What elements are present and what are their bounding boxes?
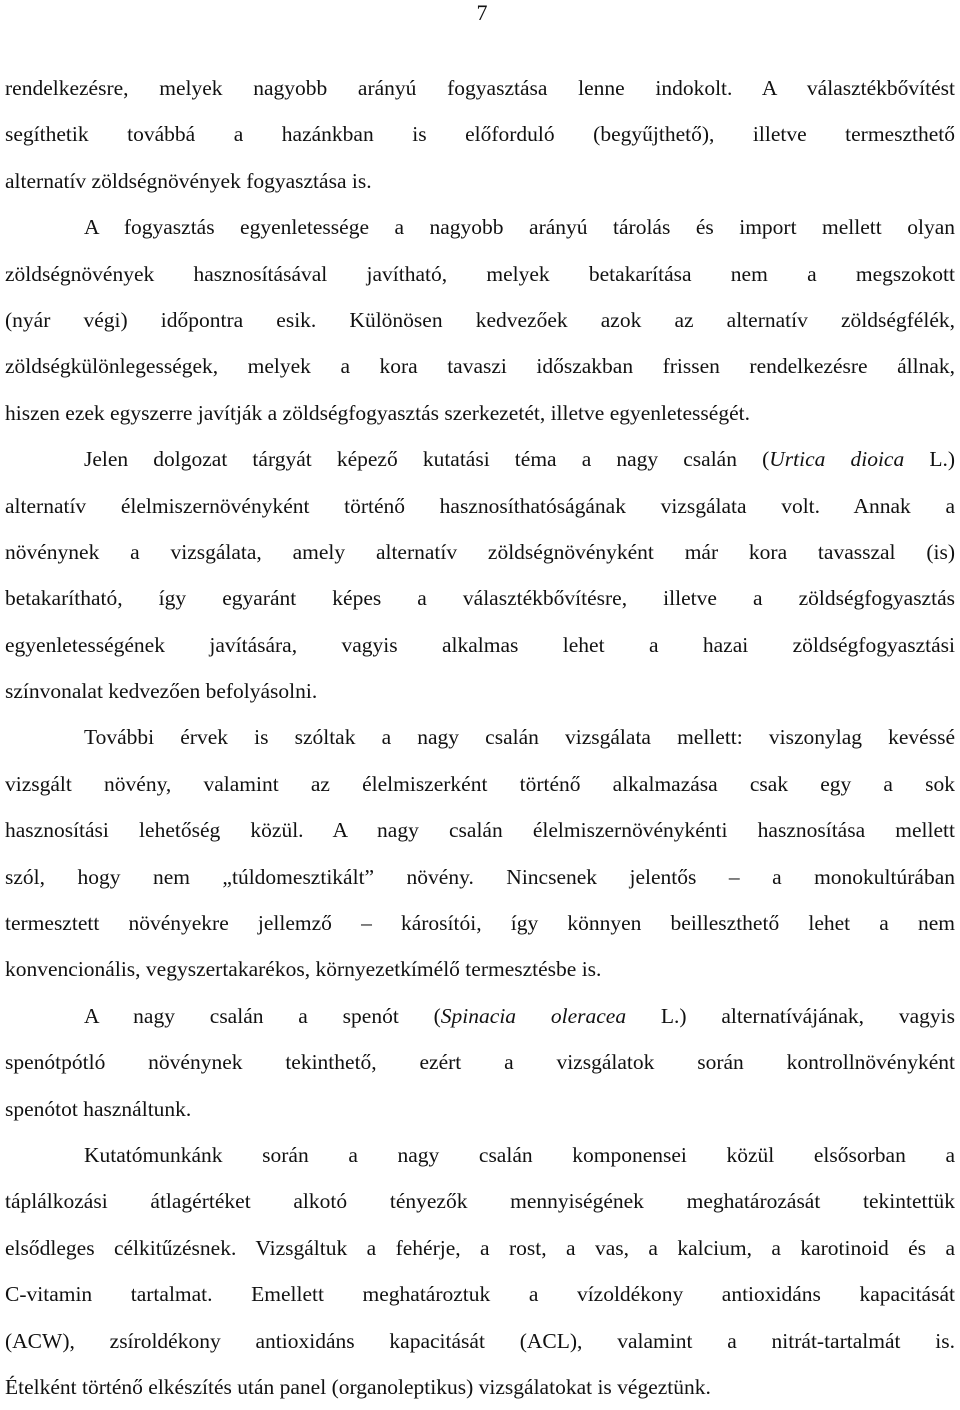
- text-line: táplálkozási átlagértéket alkotó tényezők mennyiségének meghatározását tekintettük: [5, 1189, 955, 1214]
- text-line: színvonalat kedvezően befolyásolni.: [5, 679, 318, 704]
- text-line: Kutatómunkánk során a nagy csalán komponensei közül elsősorban a: [84, 1142, 955, 1167]
- text-line: növénynek a vizsgálata, amely alternatív zöldségnövényként már kora tavasszal (is): [5, 539, 955, 564]
- text-line: hasznosítási lehetőség közül. A nagy csalán élelmiszernövénykénti hasznosítása mellett: [5, 818, 955, 843]
- text-line: szól, hogy nem „túldomesztikált” növény. Nincsenek jelentős – a monokultúrában: [5, 864, 955, 889]
- page-number: 7: [476, 0, 488, 25]
- text-line: vizsgált növény, valamint az élelmiszerként történő alkalmazása csak egy a sok: [5, 771, 955, 796]
- text-line: segíthetik továbbá a hazánkban is előforduló (begyűjthető), illetve termeszthető: [5, 122, 955, 147]
- text-line: rendelkezésre, melyek nagyobb arányú fogyasztása lenne indokolt. A választékbővítést: [5, 76, 955, 100]
- text-line: A fogyasztás egyenletessége a nagyobb arányú tárolás és import mellett olyan: [84, 215, 955, 240]
- text-segment: L.) alternatívájának, vagyis: [626, 1003, 955, 1028]
- text-line: alternatív zöldségnövények fogyasztása is.: [5, 168, 372, 193]
- text-line: További érvek is szóltak a nagy csalán vizsgálata mellett: viszonylag kevéssé: [84, 725, 955, 750]
- text-line: (nyár végi) időpontra esik. Különösen kedvezőek azok az alternatív zöldségfélék,: [5, 307, 955, 332]
- text-line: zöldségkülönlegességek, melyek a kora tavaszi időszakban frissen rendelkezésre állnak,: [5, 354, 955, 379]
- species-name: Spinacia oleracea: [440, 1003, 627, 1028]
- text-line: (ACW), zsíroldékony antioxidáns kapacitását (ACL), valamint a nitrát-tartalmát is.: [5, 1328, 955, 1353]
- text-line: [5, 993, 955, 1039]
- text-line: C-vitamin tartalmat. Emellett meghatároztuk a vízoldékony antioxidáns kapacitását: [5, 1282, 955, 1307]
- text-segment: L.): [904, 447, 955, 472]
- species-name: Urtica dioica: [769, 447, 905, 472]
- text-line: termesztett növényekre jellemző – károsítói, így könnyen beilleszthető lehet a nem: [5, 911, 955, 936]
- text-line: Ételként történő elkészítés után panel (organoleptikus) vizsgálatokat is végeztünk.: [5, 1374, 711, 1399]
- text-line: spenótot használtunk.: [5, 1096, 192, 1121]
- text-line: elsődleges célkitűzésnek. Vizsgáltuk a fehérje, a rost, a vas, a kalcium, a karotinoid és a: [5, 1235, 955, 1260]
- text-line: alternatív élelmiszernövényként történő hasznosíthatóságának vizsgálata volt. Annak a: [5, 493, 955, 518]
- text-line: konvencionális, vegyszertakarékos, környezetkímélő termesztésbe is.: [5, 957, 602, 982]
- text-line: [5, 436, 955, 482]
- text-line: hiszen ezek egyszerre javítják a zöldségfogyasztás szerkezetét, illetve egyenletességét.: [5, 400, 750, 425]
- text-line: egyenletességének javítására, vagyis alkalmas lehet a hazai zöldségfogyasztási: [5, 632, 955, 657]
- text-segment: Jelen dolgozat tárgyát képező kutatási téma a nagy csalán (: [84, 447, 770, 472]
- text-line: spenótpótló növénynek tekinthető, ezért a vizsgálatok során kontrollnövényként: [5, 1050, 955, 1075]
- text-line: zöldségnövények hasznosításával javítható, melyek betakarítása nem a megszokott: [5, 261, 955, 286]
- body-text: [5, 65, 955, 1410]
- text-line: betakarítható, így egyaránt képes a választékbővítésre, illetve a zöldségfogyasztás: [5, 586, 955, 611]
- text-segment: A nagy csalán a spenót (: [84, 1003, 441, 1028]
